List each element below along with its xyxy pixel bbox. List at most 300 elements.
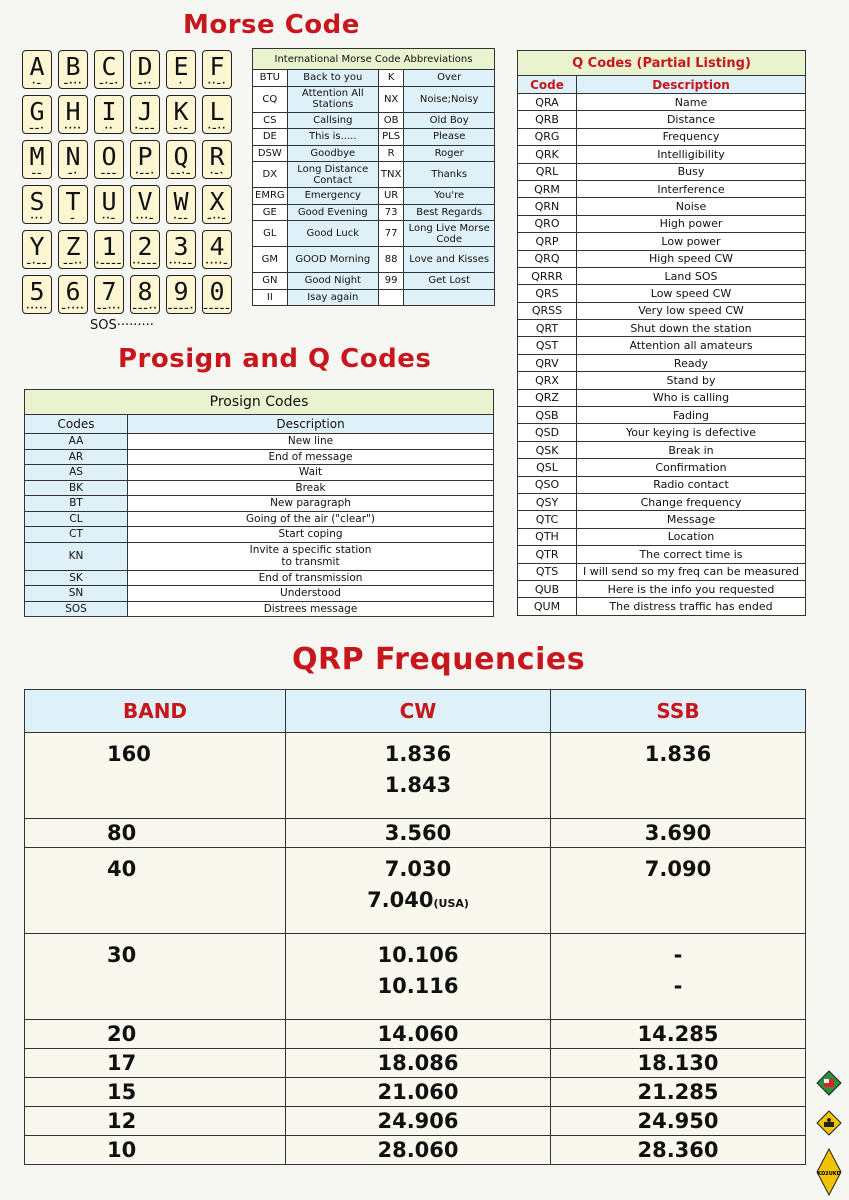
abbreviation-code: 73	[378, 204, 403, 221]
abbreviation-code: BTU	[253, 70, 288, 87]
cw-frequency	[288, 1079, 548, 1105]
morse-char: Y	[29, 232, 45, 261]
morse-tile-Y	[22, 230, 52, 269]
morse-tile-Q	[166, 140, 196, 179]
abbreviations-title: International Morse Code Abbreviations	[253, 49, 495, 70]
abbreviation-code: DX	[253, 162, 288, 188]
abbreviation-meaning: Good Evening	[287, 204, 378, 221]
abbreviation-code: UR	[378, 188, 403, 205]
usa-note: (USA)	[433, 897, 469, 910]
q-code-description: The distress traffic has ended	[577, 598, 806, 615]
band-value: 15	[25, 1078, 286, 1107]
morse-symbols: ·–––	[134, 124, 156, 134]
q-code-description: Busy	[577, 163, 806, 180]
ssb-frequencies	[551, 1049, 806, 1078]
morse-symbols: ··–·	[207, 79, 227, 89]
q-code-row	[518, 94, 806, 111]
abbreviation-code: 88	[378, 247, 403, 273]
morse-char: M	[29, 142, 45, 171]
prosign-description: Start coping	[128, 527, 494, 543]
cw-column-header: CW	[286, 690, 551, 733]
ssb-frequency: 14.285	[637, 1022, 719, 1046]
cw-frequency	[288, 1021, 548, 1047]
morse-tile-Z	[58, 230, 88, 269]
q-code: QRM	[518, 180, 577, 197]
morse-tile-D	[130, 50, 160, 89]
q-code-description: Message	[577, 511, 806, 528]
morse-symbols: ·–·	[209, 169, 225, 179]
morse-tile-8	[130, 275, 160, 314]
band-column-header: BAND	[25, 690, 286, 733]
morse-char: 3	[173, 232, 189, 261]
ssb-column-header: SSB	[551, 690, 806, 733]
abbreviation-code: NX	[378, 86, 403, 112]
abbreviation-row	[253, 221, 495, 247]
cw-frequencies	[286, 848, 551, 934]
cw-frequency-value: 1.836	[384, 742, 452, 766]
q-code: QRT	[518, 320, 577, 337]
abbreviation-code: GE	[253, 204, 288, 221]
q-code: QRQ	[518, 250, 577, 267]
q-code: QRP	[518, 233, 577, 250]
q-code-description: High speed CW	[577, 250, 806, 267]
q-code: QRN	[518, 198, 577, 215]
cw-frequency	[288, 1137, 548, 1163]
morse-char: E	[173, 52, 189, 81]
ssb-frequency: 3.690	[644, 821, 712, 845]
abbreviation-meaning: Get Lost	[404, 273, 495, 290]
prosign-code: AA	[25, 434, 128, 450]
q-code: QSD	[518, 424, 577, 441]
abbreviation-code: GL	[253, 221, 288, 247]
q-description-column-header: Description	[577, 76, 806, 94]
ssb-frequencies	[551, 1078, 806, 1107]
q-code-description: Location	[577, 528, 806, 545]
prosign-row	[25, 527, 494, 543]
ssb-frequency: -	[673, 974, 683, 998]
abbreviation-code: R	[378, 145, 403, 162]
abbreviation-meaning: Please	[404, 129, 495, 146]
q-code-description: Low power	[577, 233, 806, 250]
q-codes-title: Q Codes (Partial Listing)	[518, 51, 806, 76]
band-value: 17	[25, 1049, 286, 1078]
abbreviation-meaning: This is.....	[287, 129, 378, 146]
q-code: QUB	[518, 580, 577, 597]
abbreviation-meaning: Thanks	[404, 162, 495, 188]
morse-char: A	[29, 52, 45, 81]
q-code: QRX	[518, 372, 577, 389]
morse-tile-I	[94, 95, 124, 134]
abbreviation-code: DSW	[253, 145, 288, 162]
band-value: 80	[25, 819, 286, 848]
q-code: QRZ	[518, 389, 577, 406]
q-code-row	[518, 215, 806, 232]
prosign-code: AS	[25, 465, 128, 481]
morse-symbols: –·–·	[99, 79, 119, 89]
q-code-description: Very low speed CW	[577, 302, 806, 319]
prosign-title: Prosign and Q Codes	[118, 344, 432, 374]
q-code-row	[518, 320, 806, 337]
morse-char: 1	[101, 232, 117, 261]
prosign-description: Break	[128, 480, 494, 496]
morse-char: X	[209, 187, 225, 216]
ssb-frequencies	[551, 1020, 806, 1049]
abbreviation-meaning: Attention All Stations	[287, 86, 378, 112]
ssb-frequency: 7.090	[644, 857, 712, 881]
abbreviation-code: CQ	[253, 86, 288, 112]
q-code: QSO	[518, 476, 577, 493]
abbreviation-meaning: Over	[404, 70, 495, 87]
q-code-description: Intelligibility	[577, 146, 806, 163]
qrp-row-12	[25, 1107, 806, 1136]
qrp-row-10	[25, 1136, 806, 1165]
abbreviation-row	[253, 145, 495, 162]
prosign-code: SOS	[25, 601, 128, 617]
morse-tile-T	[58, 185, 88, 224]
abbreviation-row	[253, 129, 495, 146]
abbreviation-code: GM	[253, 247, 288, 273]
morse-symbols: ––––·	[167, 304, 195, 314]
morse-tile-R	[202, 140, 232, 179]
morse-symbols: ·––––	[95, 259, 123, 269]
q-code-row	[518, 407, 806, 424]
prosign-table-title: Prosign Codes	[25, 390, 494, 415]
q-code: QRSS	[518, 302, 577, 319]
morse-tile-O	[94, 140, 124, 179]
ssb-frequency: 21.285	[637, 1080, 719, 1104]
qrp-row-17	[25, 1049, 806, 1078]
q-code-description: Your keying is defective	[577, 424, 806, 441]
q-code-row	[518, 563, 806, 580]
morse-char: L	[209, 97, 225, 126]
prosign-row	[25, 586, 494, 602]
morse-char: Z	[65, 232, 81, 261]
abbreviation-meaning: Good Night	[287, 273, 378, 290]
q-code-description: I will send so my freq can be measured	[577, 563, 806, 580]
q-code: QSB	[518, 407, 577, 424]
cw-frequency-value: 3.560	[384, 821, 452, 845]
q-code: QRG	[518, 128, 577, 145]
q-code-description: Attention all amateurs	[577, 337, 806, 354]
q-code: QTR	[518, 546, 577, 563]
prosign-code: KN	[25, 542, 128, 570]
qrp-row-15	[25, 1078, 806, 1107]
morse-tile-3	[166, 230, 196, 269]
qrp-row-30	[25, 934, 806, 1020]
q-code: QRL	[518, 163, 577, 180]
abbreviation-code: DE	[253, 129, 288, 146]
q-code: QRRR	[518, 267, 577, 284]
q-code: QTS	[518, 563, 577, 580]
abbreviation-row	[253, 204, 495, 221]
cw-frequencies	[286, 1020, 551, 1049]
morse-tile-H	[58, 95, 88, 134]
prosign-row	[25, 496, 494, 512]
morse-char: F	[209, 52, 225, 81]
morse-symbols: ···–	[135, 214, 155, 224]
morse-symbols: ––	[31, 169, 43, 179]
morse-symbols: –·––	[26, 259, 48, 269]
morse-char: J	[137, 97, 153, 126]
morse-symbols: ·–	[32, 79, 42, 89]
morse-symbols: ··–––	[132, 259, 158, 269]
morse-symbols: –––··	[132, 304, 158, 314]
abbreviation-meaning: Long Distance Contact	[287, 162, 378, 188]
badge-morse-key-icon	[816, 1110, 842, 1136]
morse-tile-1	[94, 230, 124, 269]
prosign-row	[25, 434, 494, 450]
band-value: 40	[25, 848, 286, 934]
morse-symbols: ·–··	[207, 124, 227, 134]
morse-tile-5	[22, 275, 52, 314]
abbreviation-code: EMRG	[253, 188, 288, 205]
band-value: 10	[25, 1136, 286, 1165]
prosign-row	[25, 449, 494, 465]
abbreviation-row	[253, 70, 495, 87]
q-code-row	[518, 111, 806, 128]
q-code: QRA	[518, 94, 577, 111]
morse-symbols: –····	[61, 304, 85, 314]
cw-frequency	[288, 739, 548, 770]
prosign-description: End of message	[128, 449, 494, 465]
q-code-description: Who is calling	[577, 389, 806, 406]
band-value: 160	[25, 733, 286, 819]
qrp-row-20	[25, 1020, 806, 1049]
morse-symbols: ·	[178, 79, 184, 89]
morse-symbols: –––––	[203, 304, 231, 314]
morse-char: Q	[173, 142, 189, 171]
cw-frequency-value: 24.906	[377, 1109, 459, 1133]
prosign-table	[24, 389, 494, 617]
cw-frequencies	[286, 1078, 551, 1107]
q-code-description: Fading	[577, 407, 806, 424]
morse-symbols: ––·	[29, 124, 45, 134]
morse-char: O	[101, 142, 117, 171]
morse-char: R	[209, 142, 225, 171]
q-code: QST	[518, 337, 577, 354]
morse-char: V	[137, 187, 153, 216]
abbreviation-code	[378, 289, 403, 306]
q-codes-table	[517, 50, 806, 616]
abbreviation-code: TNX	[378, 162, 403, 188]
morse-char: P	[137, 142, 153, 171]
abbreviation-code: II	[253, 289, 288, 306]
ssb-frequencies	[551, 733, 806, 819]
ssb-frequencies	[551, 1107, 806, 1136]
q-code-row	[518, 250, 806, 267]
q-code-row	[518, 528, 806, 545]
morse-char: W	[173, 187, 189, 216]
cw-frequency-value: 21.060	[377, 1080, 459, 1104]
cw-frequency-value: 1.843	[384, 773, 452, 797]
cw-frequency-value: 14.060	[377, 1022, 459, 1046]
morse-symbols: ·····	[25, 304, 49, 314]
q-code-row	[518, 337, 806, 354]
prosign-row	[25, 465, 494, 481]
ssb-frequencies	[551, 848, 806, 934]
morse-tile-C	[94, 50, 124, 89]
abbreviation-code: GN	[253, 273, 288, 290]
q-code-description: Low speed CW	[577, 285, 806, 302]
q-code-row	[518, 476, 806, 493]
morse-tile-F	[202, 50, 232, 89]
q-code: QSK	[518, 441, 577, 458]
prosign-description-column-header: Description	[128, 415, 494, 434]
ssb-frequencies	[551, 934, 806, 1020]
morse-char: S	[29, 187, 45, 216]
morse-code-title: Morse Code	[183, 10, 360, 40]
prosign-description: New paragraph	[128, 496, 494, 512]
abbreviation-row	[253, 86, 495, 112]
badge-callsign-text: KD2UKD	[817, 1171, 841, 1177]
prosign-description: Wait	[128, 465, 494, 481]
prosign-code: BT	[25, 496, 128, 512]
q-code: QSL	[518, 459, 577, 476]
prosign-description: End of transmission	[128, 570, 494, 586]
cw-frequency	[288, 770, 548, 801]
q-code-row	[518, 389, 806, 406]
prosign-code: SN	[25, 586, 128, 602]
morse-char: 8	[137, 277, 153, 306]
qrp-frequencies-table	[24, 689, 806, 1165]
abbreviation-code: OB	[378, 112, 403, 129]
morse-tile-7	[94, 275, 124, 314]
morse-tile-4	[202, 230, 232, 269]
q-code-row	[518, 285, 806, 302]
morse-tile-P	[130, 140, 160, 179]
cw-frequency	[288, 971, 548, 1002]
q-code-row	[518, 372, 806, 389]
cw-frequency	[288, 940, 548, 971]
morse-tile-U	[94, 185, 124, 224]
ssb-frequencies	[551, 819, 806, 848]
q-code-description: Break in	[577, 441, 806, 458]
abbreviation-row	[253, 273, 495, 290]
morse-tile-N	[58, 140, 88, 179]
cw-frequency	[288, 885, 548, 919]
cw-frequency-value: 10.106	[377, 943, 459, 967]
prosign-description: New line	[128, 434, 494, 450]
morse-char: B	[65, 52, 81, 81]
cw-frequencies	[286, 934, 551, 1020]
q-code-description: The correct time is	[577, 546, 806, 563]
cw-frequency-value: 7.040	[367, 888, 434, 912]
morse-char: 9	[173, 277, 189, 306]
morse-symbols: ·––·	[135, 169, 155, 179]
morse-symbols: –···	[63, 79, 83, 89]
q-code-row	[518, 354, 806, 371]
badge-flag-icon	[816, 1070, 842, 1096]
abbreviation-meaning: Best Regards	[404, 204, 495, 221]
ssb-frequency: 1.836	[644, 742, 712, 766]
cw-frequencies	[286, 1136, 551, 1165]
sos-label: SOS·········	[90, 318, 154, 333]
ssb-frequencies	[551, 1136, 806, 1165]
cw-frequency-value: 7.030	[384, 857, 452, 881]
cw-frequencies	[286, 1107, 551, 1136]
morse-char: U	[101, 187, 117, 216]
morse-symbols: ––·–	[170, 169, 192, 179]
q-code-description: Land SOS	[577, 267, 806, 284]
morse-tile-X	[202, 185, 232, 224]
abbreviation-meaning: Old Boy	[404, 112, 495, 129]
abbreviation-code: 77	[378, 221, 403, 247]
q-code-row	[518, 180, 806, 197]
q-code-description: Distance	[577, 111, 806, 128]
cw-frequency-value: 28.060	[377, 1138, 459, 1162]
cw-frequency	[288, 854, 548, 885]
q-code-row	[518, 441, 806, 458]
morse-char: D	[137, 52, 153, 81]
morse-char: K	[173, 97, 189, 126]
prosign-row	[25, 542, 494, 570]
abbreviation-code: 99	[378, 273, 403, 290]
morse-tile-6	[58, 275, 88, 314]
abbreviation-row	[253, 289, 495, 306]
morse-symbols: –	[70, 214, 76, 224]
q-code: QUM	[518, 598, 577, 615]
morse-tile-E	[166, 50, 196, 89]
morse-char: G	[29, 97, 45, 126]
prosign-description: Invite a specific station to transmit	[128, 542, 494, 570]
morse-tile-K	[166, 95, 196, 134]
ssb-frequency: -	[673, 943, 683, 967]
prosign-code: CT	[25, 527, 128, 543]
qrp-row-80	[25, 819, 806, 848]
morse-symbols: –·–	[173, 124, 189, 134]
qrp-row-160	[25, 733, 806, 819]
morse-char: 0	[209, 277, 225, 306]
prosign-code: BK	[25, 480, 128, 496]
qrp-row-40	[25, 848, 806, 934]
q-code-description: Change frequency	[577, 493, 806, 510]
q-code-row	[518, 493, 806, 510]
q-code-row	[518, 511, 806, 528]
morse-char: 6	[65, 277, 81, 306]
morse-symbols: ···	[30, 214, 44, 224]
q-code-description: Shut down the station	[577, 320, 806, 337]
q-code-row	[518, 424, 806, 441]
morse-char: 2	[137, 232, 153, 261]
morse-tile-W	[166, 185, 196, 224]
cw-frequencies	[286, 733, 551, 819]
q-code-row	[518, 459, 806, 476]
morse-char: 5	[29, 277, 45, 306]
morse-char: 4	[209, 232, 225, 261]
q-code-row	[518, 146, 806, 163]
morse-symbols: ···––	[168, 259, 194, 269]
cw-frequency	[288, 1050, 548, 1076]
abbreviation-meaning: Noise;Noisy	[404, 86, 495, 112]
q-code-description: High power	[577, 215, 806, 232]
abbreviation-code: K	[378, 70, 403, 87]
morse-tile-A	[22, 50, 52, 89]
q-code: QRB	[518, 111, 577, 128]
prosign-code: SK	[25, 570, 128, 586]
abbreviation-meaning: Emergency	[287, 188, 378, 205]
prosign-row	[25, 570, 494, 586]
ssb-frequency: 28.360	[637, 1138, 719, 1162]
abbreviation-code: PLS	[378, 129, 403, 146]
morse-tile-0	[202, 275, 232, 314]
morse-symbols: –––	[100, 169, 118, 179]
band-value: 30	[25, 934, 286, 1020]
morse-char: C	[101, 52, 117, 81]
q-code: QSY	[518, 493, 577, 510]
abbreviation-row	[253, 162, 495, 188]
abbreviation-meaning: You're	[404, 188, 495, 205]
prosign-row	[25, 480, 494, 496]
